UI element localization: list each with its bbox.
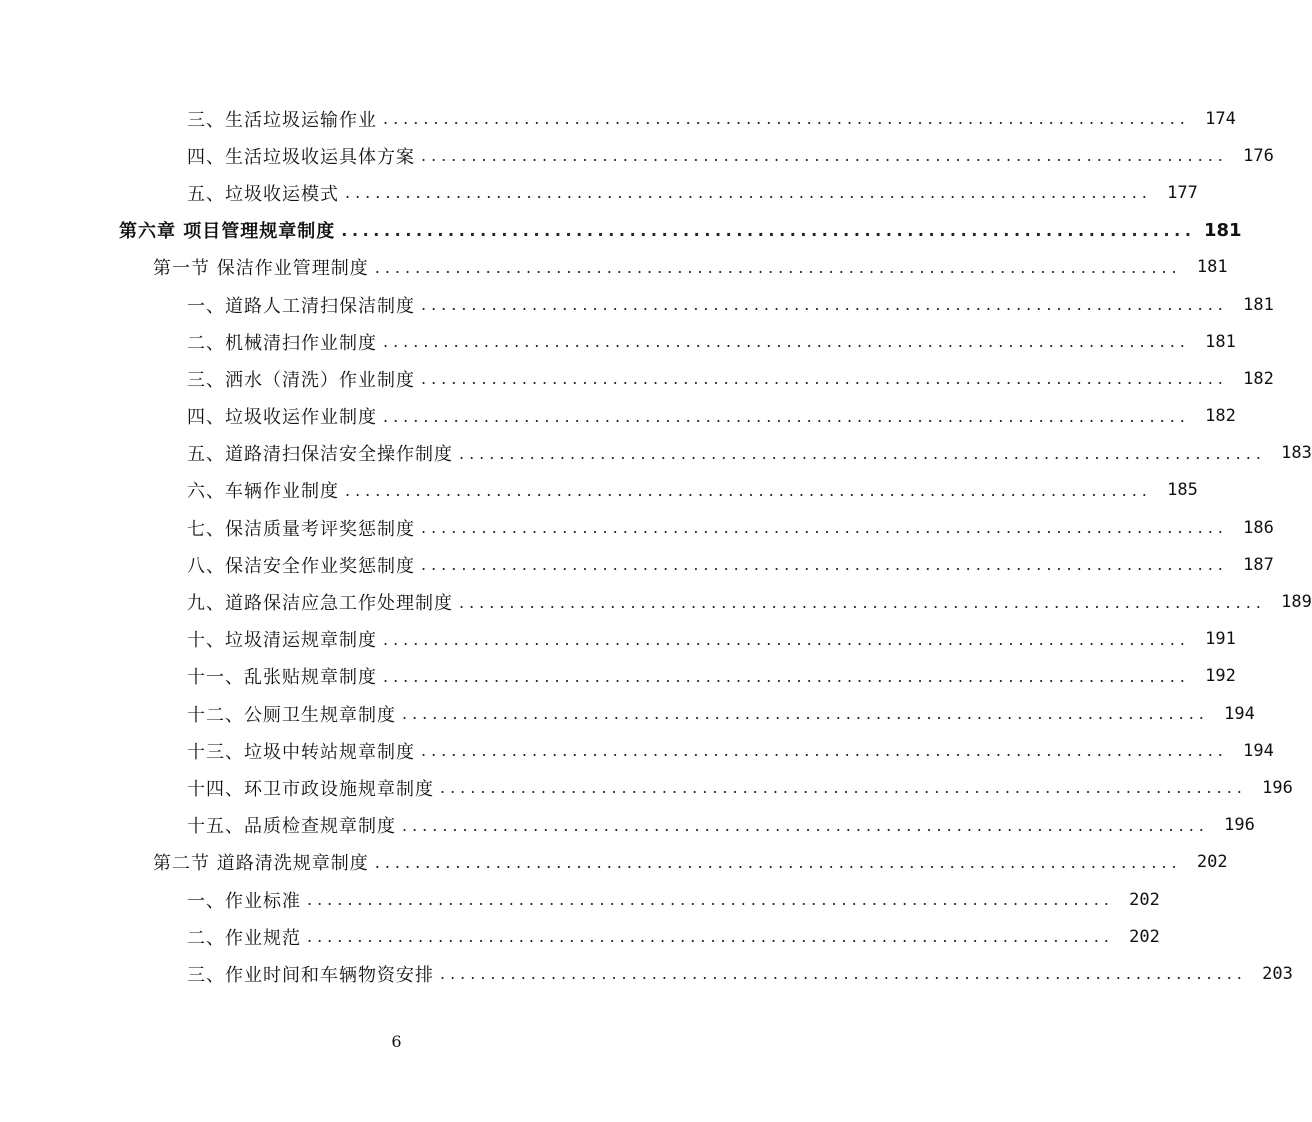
toc-entry-item[interactable] bbox=[0, 286, 1274, 323]
toc-entry-title: 二、作业规范 bbox=[187, 927, 301, 949]
toc-dot-leader: ................................................................................ bbox=[421, 518, 1228, 538]
toc-dot-leader: ................................................................................ bbox=[421, 555, 1228, 575]
toc-dot-leader: ................................................................................ bbox=[383, 406, 1190, 426]
toc-entry-page-number: 196 bbox=[1224, 815, 1255, 836]
toc-dot-leader: ................................................................................ bbox=[383, 109, 1190, 129]
toc-entry-item[interactable] bbox=[0, 955, 1293, 992]
toc-entry-page-number: 177 bbox=[1167, 182, 1198, 203]
toc-entry-item[interactable] bbox=[0, 695, 1255, 732]
toc-entry-page-number: 192 bbox=[1205, 666, 1236, 687]
toc-entry-page-number: 185 bbox=[1167, 480, 1198, 501]
toc-entry-title: 三、洒水（清洗）作业制度 bbox=[187, 369, 415, 391]
toc-dot-leader: ................................................................................ bbox=[421, 369, 1228, 389]
toc-entry-page-number: 181 bbox=[1196, 257, 1228, 278]
toc-dot-leader: ................................................................................ bbox=[383, 666, 1190, 686]
toc-entry-title: 二、机械清扫作业制度 bbox=[187, 332, 377, 354]
toc-entry-title: 一、道路人工清扫保洁制度 bbox=[187, 295, 415, 317]
toc-dot-leader: ................................................................................ bbox=[374, 257, 1182, 277]
toc-entry-page-number: 182 bbox=[1205, 406, 1236, 427]
toc-entry-title: 九、道路保洁应急工作处理制度 bbox=[187, 593, 453, 615]
toc-dot-leader: ................................................................................ bbox=[402, 704, 1209, 724]
toc-entry-title: 第一节 保洁作业管理制度 bbox=[153, 258, 369, 280]
toc-entry-item[interactable] bbox=[0, 360, 1274, 397]
toc-entry-page-number: 187 bbox=[1243, 554, 1274, 575]
toc-entry-item[interactable] bbox=[0, 769, 1293, 806]
toc-entry-page-number: 181 bbox=[1243, 294, 1274, 315]
toc-dot-leader: ................................................................................ bbox=[402, 815, 1209, 835]
toc-entry-item[interactable] bbox=[0, 137, 1274, 174]
toc-entry-title: 三、作业时间和车辆物资安排 bbox=[187, 964, 434, 986]
toc-entry-page-number: 182 bbox=[1243, 368, 1274, 389]
toc-entry-page-number: 176 bbox=[1243, 145, 1274, 166]
toc-entry-page-number: 189 bbox=[1281, 592, 1312, 613]
toc-entry-title: 八、保洁安全作业奖惩制度 bbox=[187, 555, 415, 577]
toc-entry-page-number: 196 bbox=[1262, 777, 1293, 798]
toc-entry-item[interactable] bbox=[0, 472, 1198, 509]
toc-entry-title: 十、垃圾清运规章制度 bbox=[187, 630, 377, 652]
toc-entry-title: 一、作业标准 bbox=[187, 890, 301, 912]
toc-entry-item[interactable] bbox=[0, 323, 1236, 360]
toc-entry-title: 四、生活垃圾收运具体方案 bbox=[187, 146, 415, 168]
toc-dot-leader: ................................................................................ bbox=[421, 741, 1228, 761]
toc-entry-section[interactable] bbox=[0, 249, 1228, 286]
toc-entry-title: 十一、乱张贴规章制度 bbox=[187, 667, 377, 689]
toc-entry-item[interactable] bbox=[0, 546, 1274, 583]
toc-entry-item[interactable] bbox=[0, 398, 1236, 435]
toc-entry-title: 十四、环卫市政设施规章制度 bbox=[187, 778, 434, 800]
toc-dot-leader: ................................................................................ bbox=[459, 443, 1266, 463]
toc-entry-title: 十五、品质检查规章制度 bbox=[187, 816, 396, 838]
toc-entry-item[interactable] bbox=[0, 174, 1198, 211]
toc-entry-page-number: 202 bbox=[1129, 889, 1160, 910]
toc-entry-page-number: 203 bbox=[1262, 963, 1293, 984]
toc-entry-page-number: 183 bbox=[1281, 443, 1312, 464]
toc-entry-title: 第六章 项目管理规章制度 bbox=[119, 221, 336, 243]
toc-entry-item[interactable] bbox=[0, 583, 1312, 620]
toc-entry-item[interactable] bbox=[0, 435, 1312, 472]
toc-dot-leader: ................................................................................ bbox=[374, 852, 1182, 872]
toc-entry-title: 七、保洁质量考评奖惩制度 bbox=[187, 518, 415, 540]
toc-entry-section[interactable] bbox=[0, 844, 1228, 881]
toc-entry-title: 六、车辆作业制度 bbox=[187, 481, 339, 503]
toc-entry-page-number: 186 bbox=[1243, 517, 1274, 538]
toc-entry-title: 四、垃圾收运作业制度 bbox=[187, 407, 377, 429]
toc-entry-chapter[interactable] bbox=[0, 212, 1242, 249]
toc-entry-page-number: 174 bbox=[1205, 108, 1236, 129]
toc-entry-item[interactable] bbox=[0, 621, 1236, 658]
toc-dot-leader: ................................................................................ bbox=[341, 220, 1196, 240]
toc-dot-leader: ................................................................................ bbox=[383, 332, 1190, 352]
toc-dot-leader: ................................................................................ bbox=[383, 629, 1190, 649]
toc-entry-item[interactable] bbox=[0, 100, 1236, 137]
toc-entry-item[interactable] bbox=[0, 658, 1236, 695]
toc-entry-page-number: 181 bbox=[1205, 331, 1236, 352]
page-number: 6 bbox=[391, 1032, 402, 1051]
toc-entry-title: 五、垃圾收运模式 bbox=[187, 183, 339, 205]
toc-entry-title: 第二节 道路清洗规章制度 bbox=[153, 853, 369, 875]
toc-dot-leader: ................................................................................ bbox=[307, 890, 1114, 910]
toc-entry-title: 十三、垃圾中转站规章制度 bbox=[187, 741, 415, 763]
table-of-contents bbox=[0, 100, 1312, 993]
toc-dot-leader: ................................................................................ bbox=[345, 183, 1152, 203]
toc-entry-item[interactable] bbox=[0, 807, 1255, 844]
toc-dot-leader: ................................................................................ bbox=[421, 295, 1228, 315]
toc-dot-leader: ................................................................................ bbox=[421, 146, 1228, 166]
toc-entry-title: 三、生活垃圾运输作业 bbox=[187, 109, 377, 131]
toc-entry-page-number: 181 bbox=[1203, 219, 1242, 241]
toc-entry-page-number: 194 bbox=[1224, 703, 1255, 724]
toc-entry-item[interactable] bbox=[0, 732, 1274, 769]
toc-entry-item[interactable] bbox=[0, 509, 1274, 546]
toc-entry-page-number: 191 bbox=[1205, 629, 1236, 650]
toc-entry-page-number: 194 bbox=[1243, 740, 1274, 761]
toc-entry-title: 十二、公厕卫生规章制度 bbox=[187, 704, 396, 726]
toc-entry-item[interactable] bbox=[0, 881, 1160, 918]
toc-dot-leader: ................................................................................ bbox=[345, 480, 1152, 500]
toc-entry-item[interactable] bbox=[0, 918, 1160, 955]
toc-entry-page-number: 202 bbox=[1196, 852, 1228, 873]
toc-dot-leader: ................................................................................ bbox=[459, 592, 1266, 612]
toc-entry-title: 五、道路清扫保洁安全操作制度 bbox=[187, 444, 453, 466]
toc-dot-leader: ................................................................................ bbox=[440, 964, 1247, 984]
toc-entry-page-number: 202 bbox=[1129, 926, 1160, 947]
toc-dot-leader: ................................................................................ bbox=[440, 778, 1247, 798]
toc-dot-leader: ................................................................................ bbox=[307, 927, 1114, 947]
